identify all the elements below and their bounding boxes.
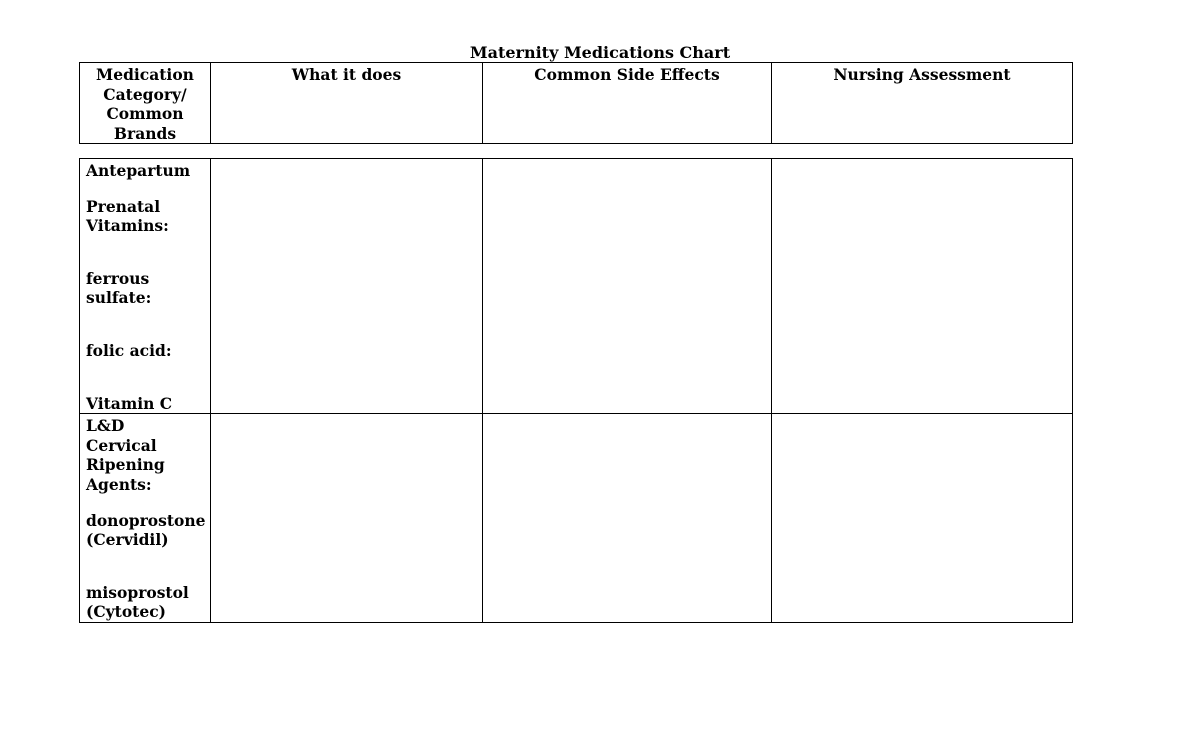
medication-item: Vitamins:: [86, 216, 169, 236]
category-label: Antepartum: [86, 161, 191, 180]
what-it-does-cell[interactable]: [211, 159, 483, 414]
medications-table: [79, 158, 1073, 623]
category-label: Cervical: [86, 435, 157, 455]
medication-item: Prenatal: [86, 196, 161, 216]
header-medication-category: [80, 63, 211, 144]
page-title: Maternity Medications Chart: [469, 43, 731, 62]
antepartum-category-cell: [80, 159, 211, 414]
header-nursing-assessment: Nursing Assessment: [772, 63, 1073, 144]
header-line: Common: [106, 104, 184, 124]
medication-item: (Cervidil): [86, 530, 169, 550]
ld-category-cell: [80, 414, 211, 623]
side-effects-cell[interactable]: [483, 414, 772, 623]
medication-item: donoprostone: [86, 510, 206, 530]
category-label: Ripening: [86, 455, 165, 475]
category-label: L&D: [86, 416, 125, 436]
header-side-effects: Common Side Effects: [483, 63, 772, 144]
header-line: Brands: [113, 123, 177, 143]
category-label: Agents:: [86, 474, 152, 494]
header-line: Category/: [103, 84, 187, 104]
header-what-it-does: What it does: [211, 63, 483, 144]
side-effects-cell[interactable]: [483, 159, 772, 414]
what-it-does-cell[interactable]: [211, 414, 483, 623]
table-row: [80, 159, 1073, 414]
medication-item: folic acid:: [86, 340, 172, 360]
medication-item: (Cytotec): [86, 602, 166, 622]
medication-item: Vitamin C: [86, 393, 173, 413]
header-row: [80, 63, 1073, 144]
nursing-assessment-cell[interactable]: [772, 414, 1073, 623]
header-line: Medication: [96, 65, 194, 84]
table-row: [80, 414, 1073, 623]
medication-item: misoprostol: [86, 582, 189, 602]
nursing-assessment-cell[interactable]: [772, 159, 1073, 414]
header-table: [79, 62, 1073, 144]
medication-item: ferrous sulfate:: [86, 268, 152, 308]
